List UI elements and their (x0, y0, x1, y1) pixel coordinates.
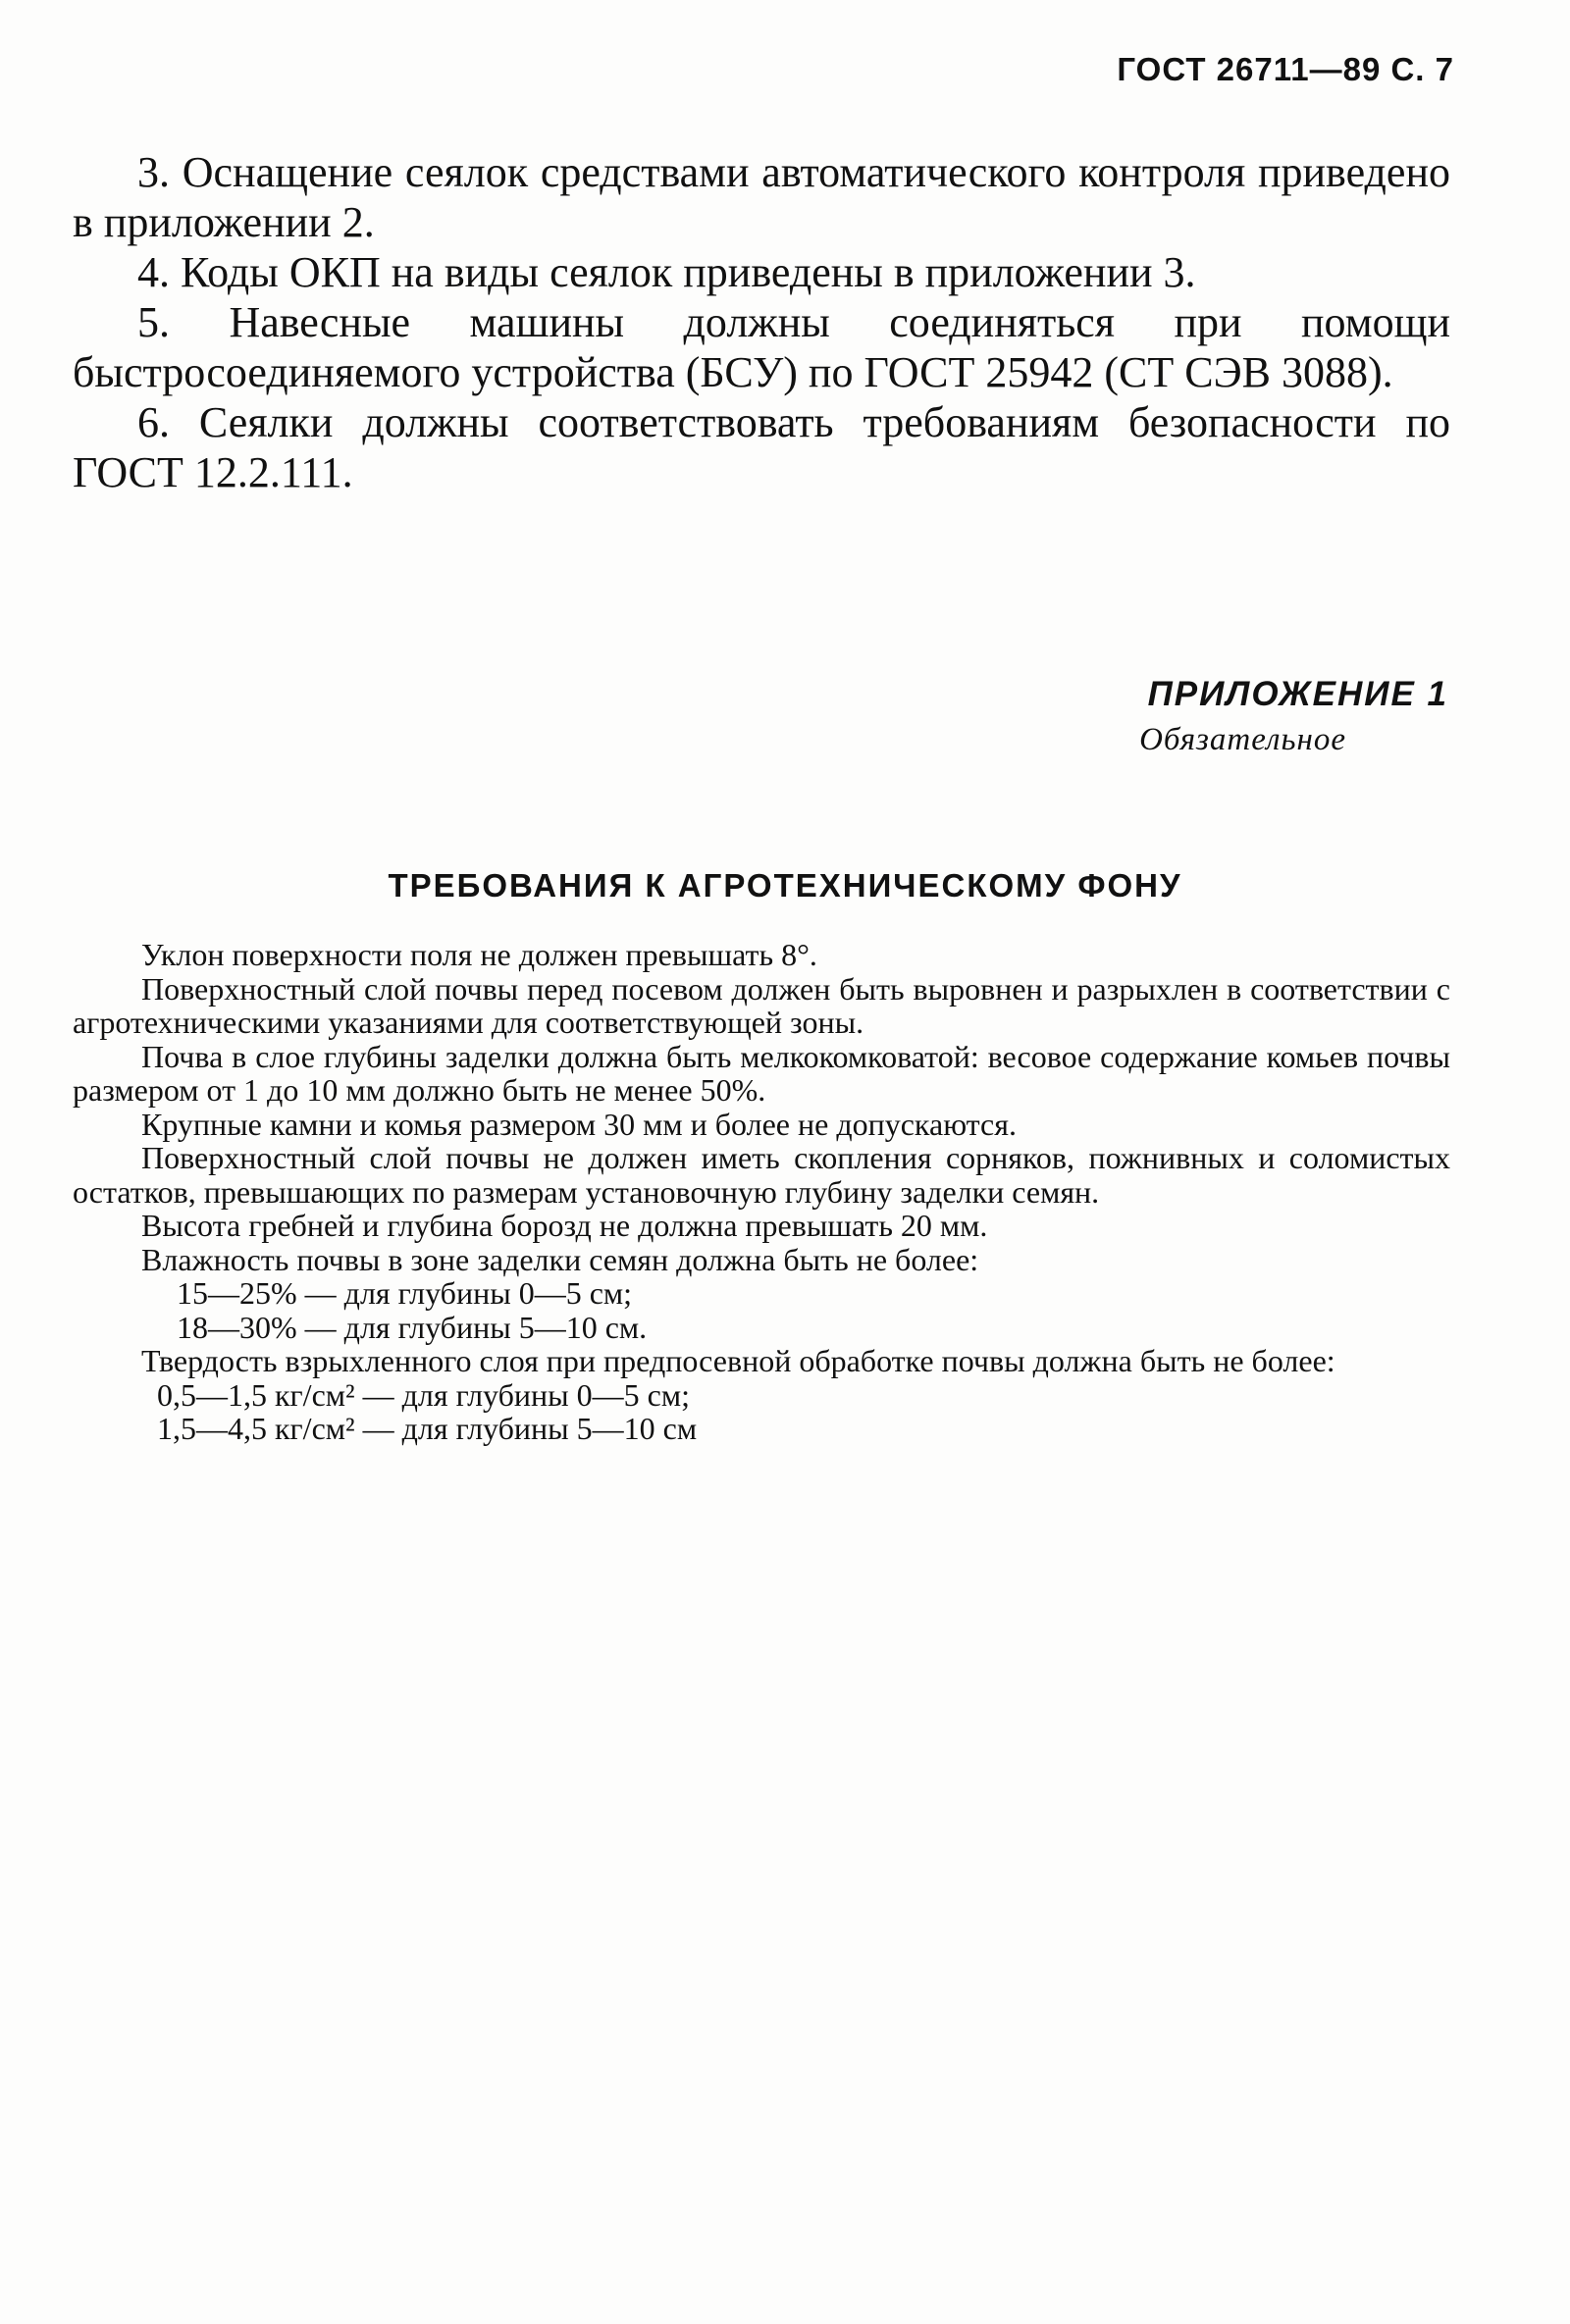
moisture-line-1: 15—25% — для глубины 0—5 см; (177, 1275, 633, 1311)
paragraph-stones: Крупные камни и комья размером 30 мм и более не допускаются. (141, 1106, 1017, 1142)
appendix-title: ПРИЛОЖЕНИЕ 1 (1147, 675, 1448, 713)
numbered-items (73, 147, 1450, 497)
item-3: 3. Оснащение сеялок средствами автоматического контроля приведено в приложении 2. (73, 148, 1450, 246)
hardness-line-2: 1,5—4,5 кг/см² — для глубины 5—10 см (157, 1411, 698, 1446)
item-4: 4. Коды ОКП на виды сеялок приведены в приложении 3. (137, 248, 1196, 296)
paragraph-moisture: Влажность почвы в зоне заделки семян должна быть не более: (141, 1241, 979, 1277)
item-6: 6. Сеялки должны соответствовать требованиям безопасности по ГОСТ 12.2.111. (73, 398, 1450, 496)
paragraph-soil-lumps: Почва в слое глубины заделки должна быть мелкокомковатой: весовое содержание комьев почвы размером от 1 до 10 мм должно быть не менее 50%. (73, 1038, 1450, 1108)
section-title: ТРЕБОВАНИЯ К АГРОТЕХНИЧЕСКОМУ ФОНУ (388, 867, 1182, 904)
page-header: ГОСТ 26711—89 С. 7 (1117, 51, 1454, 87)
appendix-note: Обязательное (1139, 722, 1346, 757)
requirements-text (73, 938, 1450, 1446)
hardness-line-1: 0,5—1,5 кг/см² — для глубины 0—5 см; (157, 1376, 690, 1413)
paragraph-slope: Уклон поверхности поля не должен превышать 8°. (141, 937, 817, 972)
paragraph-residues: Поверхностный слой почвы не должен иметь скопления сорняков, пожнивных и соломистых остатков, превышающих по размерам установочную глубину заделки семян. (73, 1140, 1450, 1210)
moisture-line-2: 18—30% — для глубины 5—10 см. (177, 1309, 648, 1345)
paragraph-ridges: Высота гребней и глубина борозд не должна превышать 20 мм. (141, 1208, 988, 1243)
paragraph-hardness: Твердость взрыхленного слоя при предпосевной обработке почвы должна быть не более: (141, 1343, 1335, 1378)
item-5: 5. Навесные машины должны соединяться при помощи быстросоединяемого устройства (БСУ) по ГОСТ 25942 (СТ СЭВ 3088). (73, 298, 1450, 396)
paragraph-surface-layer: Поверхностный слой почвы перед посевом должен быть выровнен и разрыхлен в соответствии с агротехническими указаниями для соответствующей зоны. (73, 970, 1450, 1040)
